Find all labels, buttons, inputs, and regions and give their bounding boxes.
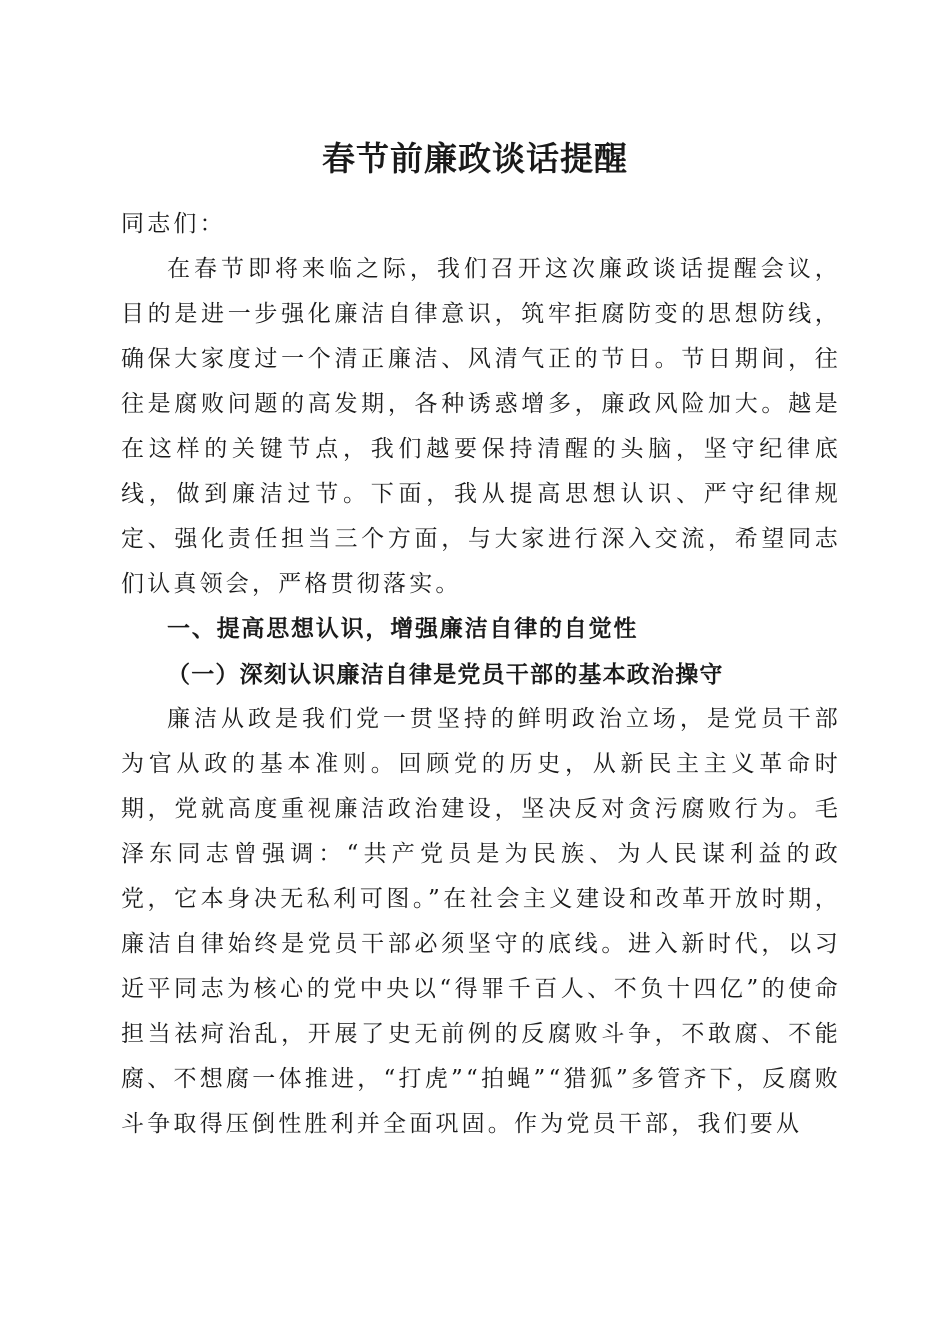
body-paragraph: 廉洁从政是我们党一贯坚持的鲜明政治立场，是党员干部为官从政的基本准则。回顾党的历史，从新民主主义革命时期，党就高度重视廉洁政治建设，坚决反对贪污腐败行为。毛泽东同志曾强调：“共产党员是为民族、为人民谋利益的政党，它本身决无私利可图。”在社会主义建设和改革开放时期，廉洁自律始终是党员干部必须坚守的底线。进入新时代，以习近平同志为核心的党中央以“得罪千百人、不负十四亿”的使命担当祛疴治乱，开展了史无前例的反腐败斗争，不敢腐、不能腐、不想腐一体推进，“打虎”“拍蝇”“猎狐”多管齐下，反腐败斗争取得压倒性胜利并全面巩固。作为党员干部，我们要从 [121,706,841,1137]
intro-paragraph: 在春节即将来临之际，我们召开这次廉政谈话提醒会议，目的是进一步强化廉洁自律意识，筑牢拒腐防变的思想防线，确保大家度过一个清正廉洁、风清气正的节日。节日期间，往往是腐败问题的高发期，各种诱惑增多，廉政风险加大。越是在这样的关键节点，我们越要保持清醒的头脑，坚守纪律底线，做到廉洁过节。下面，我从提高思想认识、严守纪律规定、强化责任担当三个方面，与大家进行深入交流，希望同志们认真领会，严格贯彻落实。 [121,256,841,597]
document-title: 春节前廉政谈话提醒 [322,139,628,178]
section-heading: 一、提高思想认识，增强廉洁自律的自觉性 [167,616,639,642]
greeting: 同志们： [121,211,226,237]
document-body [121,202,841,1147]
subsection-heading: （一）深刻认识廉洁自律是党员干部的基本政治操守 [167,661,724,688]
